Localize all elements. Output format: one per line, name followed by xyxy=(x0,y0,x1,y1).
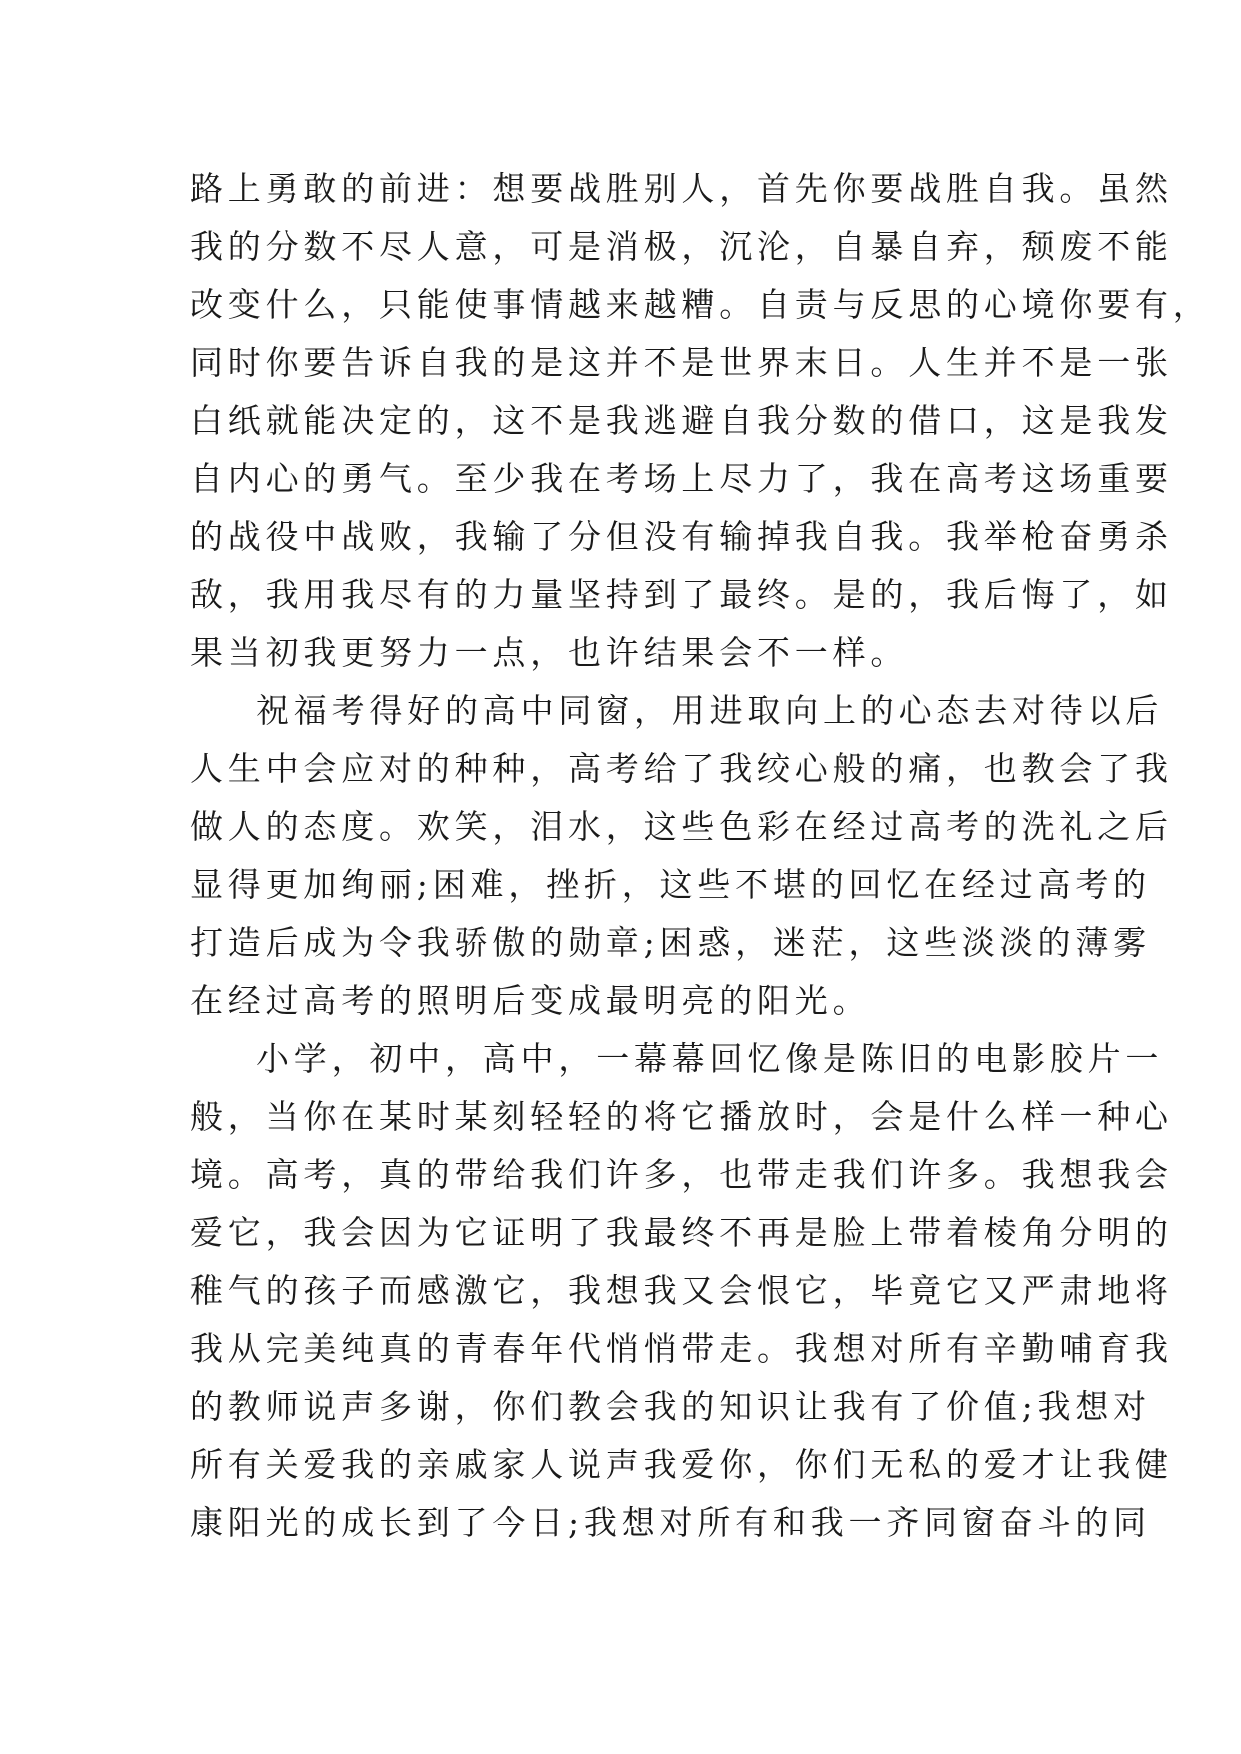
text-line: 显得更加绚丽;困难，挫折，这些不堪的回忆在经过高考的 xyxy=(190,865,1151,904)
text-line: 白纸就能决定的，这不是我逃避自我分数的借口，这是我发 xyxy=(190,401,1173,440)
text-line: 人生中会应对的种种，高考给了我绞心般的痛，也教会了我 xyxy=(190,749,1173,788)
text-line: 我的分数不尽人意，可是消极，沉沦，自暴自弃，颓废不能 xyxy=(190,227,1173,266)
paragraph-1 xyxy=(190,160,1211,682)
text-line: 路上勇敢的前进：想要战胜别人，首先你要战胜自我。虽然 xyxy=(190,169,1173,208)
text-line: 境。高考，真的带给我们许多，也带走我们许多。我想我会 xyxy=(190,1155,1173,1194)
text-line: 小学，初中，高中，一幕幕回忆像是陈旧的电影胶片一 xyxy=(256,1039,1164,1078)
document-body xyxy=(190,160,1211,1552)
text-line: 果当初我更努力一点，也许结果会不一样。 xyxy=(190,633,909,672)
text-line: 敌，我用我尽有的力量坚持到了最终。是的，我后悔了，如 xyxy=(190,575,1173,614)
text-line: 所有关爱我的亲戚家人说声我爱你，你们无私的爱才让我健 xyxy=(190,1445,1173,1484)
text-line: 我从完美纯真的青春年代悄悄带走。我想对所有辛勤哺育我 xyxy=(190,1329,1173,1368)
paragraph-2 xyxy=(190,682,1173,1030)
text-line: 稚气的孩子而感激它，我想我又会恨它，毕竟它又严肃地将 xyxy=(190,1271,1173,1310)
text-line: 的教师说声多谢，你们教会我的知识让我有了价值;我想对 xyxy=(190,1387,1151,1426)
text-line: 改变什么，只能使事情越来越糟。自责与反思的心境你要有， xyxy=(190,285,1211,324)
text-line: 爱它，我会因为它证明了我最终不再是脸上带着棱角分明的 xyxy=(190,1213,1173,1252)
text-line: 康阳光的成长到了今日;我想对所有和我一齐同窗奋斗的同 xyxy=(190,1503,1151,1542)
text-line: 自内心的勇气。至少我在考场上尽力了，我在高考这场重要 xyxy=(190,459,1173,498)
text-line: 的战役中战败，我输了分但没有输掉我自我。我举枪奋勇杀 xyxy=(190,517,1173,556)
text-line: 同时你要告诉自我的是这并不是世界末日。人生并不是一张 xyxy=(190,343,1173,382)
text-line: 般，当你在某时某刻轻轻的将它播放时，会是什么样一种心 xyxy=(190,1097,1173,1136)
text-line: 打造后成为令我骄傲的勋章;困惑，迷茫，这些淡淡的薄雾 xyxy=(190,923,1151,962)
text-line: 祝福考得好的高中同窗，用进取向上的心态去对待以后 xyxy=(256,691,1164,730)
text-line: 在经过高考的照明后变成最明亮的阳光。 xyxy=(190,981,871,1020)
text-line: 做人的态度。欢笑，泪水，这些色彩在经过高考的洗礼之后 xyxy=(190,807,1173,846)
paragraph-3 xyxy=(190,1030,1173,1552)
